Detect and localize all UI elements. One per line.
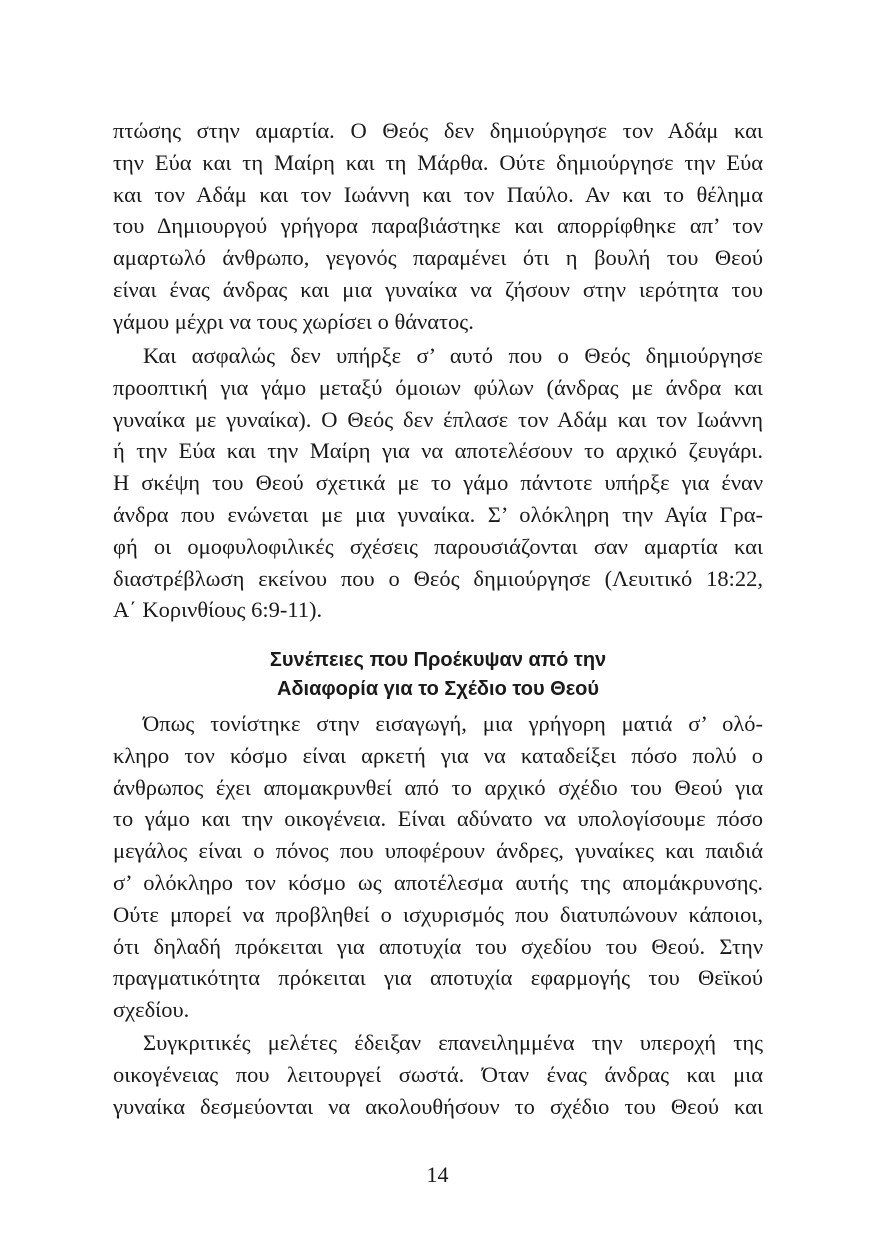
text-line: πραγματικότητα πρόκειται για αποτυχία εφαρμογής του Θεϊκού [113,965,763,991]
section-heading [113,646,763,704]
text-line: ή την Εύα και την Μαίρη για να αποτελέσουν το αρχικό ζευγάρι. [113,438,763,464]
paragraph-3 [113,708,763,1026]
section-heading-line-1: Συνέπειες που Προέκυψαν από την [269,649,607,671]
text-line: φή οι ομοφυλοφιλικές σχέσεις παρουσιάζονται σαν αμαρτία και [113,533,763,559]
text-line: διαστρέβλωση εκείνου που ο Θεός δημιούργησε (Λευιτικό 18:22, [113,565,763,591]
page-number: 14 [426,1162,449,1187]
paragraph-4 [113,1027,763,1122]
text-line: γάμου μέχρι να τους χωρίσει ο θάνατος. [113,308,474,334]
text-line: πτώσης στην αμαρτία. Ο Θεός δεν δημιούργησε τον Αδάμ και [113,118,763,143]
text-line: οικογένειας που λειτουργεί σωστά. Όταν ένας άνδρας και μια [113,1061,763,1087]
text-line: σχεδίου. [113,997,190,1023]
text-line: Α΄ Κορινθίους 6:9-11). [113,597,323,623]
text-line: Ούτε μπορεί να προβληθεί ο ισχυρισμός που διατυπώνουν κάποιοι, [113,901,763,927]
paragraph-1 [113,115,763,338]
text-line: μεγάλος είναι ο πόνος που υποφέρουν άνδρες, γυναίκες και παιδιά [113,838,763,864]
text-line: αμαρτωλό άνθρωπο, γεγονός παραμένει ότι η βουλή του Θεού [113,245,763,271]
text-line: σ’ ολόκληρο τον κόσμο ως αποτέλεσμα αυτής της απομάκρυνσης. [113,869,763,895]
text-line: και τον Αδάμ και τον Ιωάννη και τον Παύλο. Αν και το θέλημα [113,181,763,207]
text-line: γυναίκα με γυναίκα). Ο Θεός δεν έπλασε τον Αδάμ και τον Ιωάννη [113,406,763,432]
text-line: Η σκέψη του Θεού σχετικά με το γάμο πάντοτε υπήρξε για έναν [113,470,763,496]
paragraph-2 [113,340,763,626]
text-line: κληρο τον κόσμο είναι αρκετή για να καταδείξει πόσο πολύ ο [113,742,763,768]
text-line: Συγκριτικές μελέτες έδειξαν επανειλημμένα την υπεροχή της [143,1030,763,1055]
text-line: γυναίκα δεσμεύονται να ακολουθήσουν το σχέδιο του Θεού και [113,1093,763,1119]
text-line: είναι ένας άνδρας και μια γυναίκα να ζήσουν στην ιερότητα του [113,276,763,302]
text-line: άνθρωπος έχει απομακρυνθεί από το αρχικό σχέδιο του Θεού για [113,774,763,800]
text-line: του Δημιουργού γρήγορα παραβιάστηκε και απορρίφθηκε απ’ τον [113,213,763,239]
text-line: άνδρα που ενώνεται με μια γυναίκα. Σ’ ολόκληρη την Αγία Γρα- [113,501,763,527]
text-line: προοπτική για γάμο μεταξύ όμοιων φύλων (άνδρας με άνδρα και [113,374,763,400]
section-heading-line-2: Αδιαφορία για το Σχέδιο του Θεού [276,678,600,700]
text-line: την Εύα και τη Μαίρη και τη Μάρθα. Ούτε δημιούργησε την Εύα [113,149,763,175]
text-line: Και ασφαλώς δεν υπήρξε σ’ αυτό που ο Θεός δημιούργησε [143,343,763,368]
text-line: Όπως τονίστηκε στην εισαγωγή, μια γρήγορη ματιά σ’ ολό- [143,711,763,736]
text-line: το γάμο και την οικογένεια. Είναι αδύνατο να υπολογίσουμε πόσο [113,806,763,832]
text-line: ότι δηλαδή πρόκειται για αποτυχία του σχεδίου του Θεού. Στην [113,933,763,959]
